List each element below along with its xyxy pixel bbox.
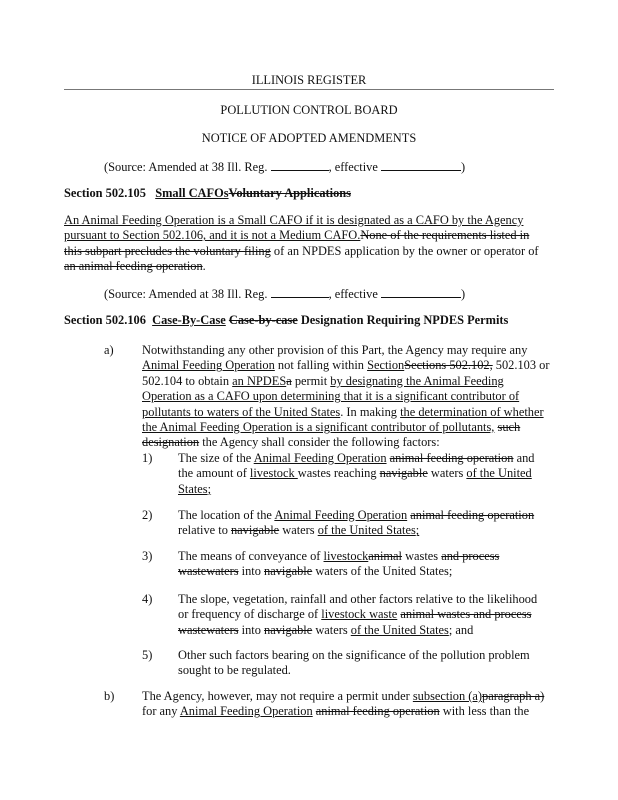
source-note: (Source: Amended at 38 Ill. Reg. , effective ) [104, 287, 466, 301]
factor-3-text: The means of conveyance of livestockanimal wastes and process wastewaters into navigable waters of the United States; [178, 549, 500, 579]
subsection-b-label: b) [104, 689, 115, 703]
subsection-a-label: a) [104, 343, 114, 357]
factor-5-text: Other such factors bearing on the significance of the pollution problem sought to be regulated. [178, 648, 530, 678]
source-note: (Source: Amended at 38 Ill. Reg. , effective ) [104, 160, 466, 174]
subsection-b-text: The Agency, however, may not require a permit under subsection (a)paragraph a) for any Animal Feeding Operation animal feeding operation with less than the [142, 689, 545, 719]
blank-field [271, 159, 329, 171]
factor-2-text: The location of the Animal Feeding Operation animal feeding operation relative to navigable waters of the United States; [178, 508, 535, 538]
factor-1-text: The size of the Animal Feeding Operation animal feeding operation and the amount of livestock wastes reaching navigable waters of the United States; [178, 451, 535, 496]
board-name: POLLUTION CONTROL BOARD [220, 103, 398, 117]
section-heading-502-105: Section 502.105 Small CAFOsVoluntary Applications [64, 186, 351, 200]
blank-field [381, 159, 461, 171]
factor-1-label: 1) [142, 451, 153, 465]
header-rule [64, 89, 554, 90]
subsection-a-text: Notwithstanding any other provision of this Part, the Agency may require any Animal Feeding Operation not falling within SectionSections 502.102, 502.103 or 502.104 to obtain an NPDESa permit by designating the Animal Feeding Operation as a CAFO upon determining that it is a significant contributor of pollutants to waters of the United States. In making the determination of whether the Animal Feeding Operation is a significant contributor of pollutants, such designation the Agency shall consider the following factors: [142, 343, 550, 450]
factor-3-label: 3) [142, 549, 153, 563]
factor-5-label: 5) [142, 648, 153, 662]
factor-4-label: 4) [142, 592, 153, 606]
register-title: ILLINOIS REGISTER [251, 73, 367, 87]
notice-heading: NOTICE OF ADOPTED AMENDMENTS [201, 131, 417, 145]
blank-field [271, 286, 329, 298]
blank-field [381, 286, 461, 298]
section-heading-502-106: Section 502.106 Case-By-Case Case-by-case Designation Requiring NPDES Permits [64, 313, 509, 327]
section-502-105-text: An Animal Feeding Operation is a Small CAFO if it is designated as a CAFO by the Agency pursuant to Section 502.106, and it is not a Medium CAFO.None of the requirements listed in this subpart precludes the voluntary filing of an NPDES application by the owner or operator of an animal feeding operation. [64, 213, 539, 274]
factor-4-text: The slope, vegetation, rainfall and other factors relative to the likelihood or frequency of discharge of livestock waste animal wastes and process wastewaters into navigable waters of the United States; and [178, 592, 538, 637]
factor-2-label: 2) [142, 508, 153, 522]
